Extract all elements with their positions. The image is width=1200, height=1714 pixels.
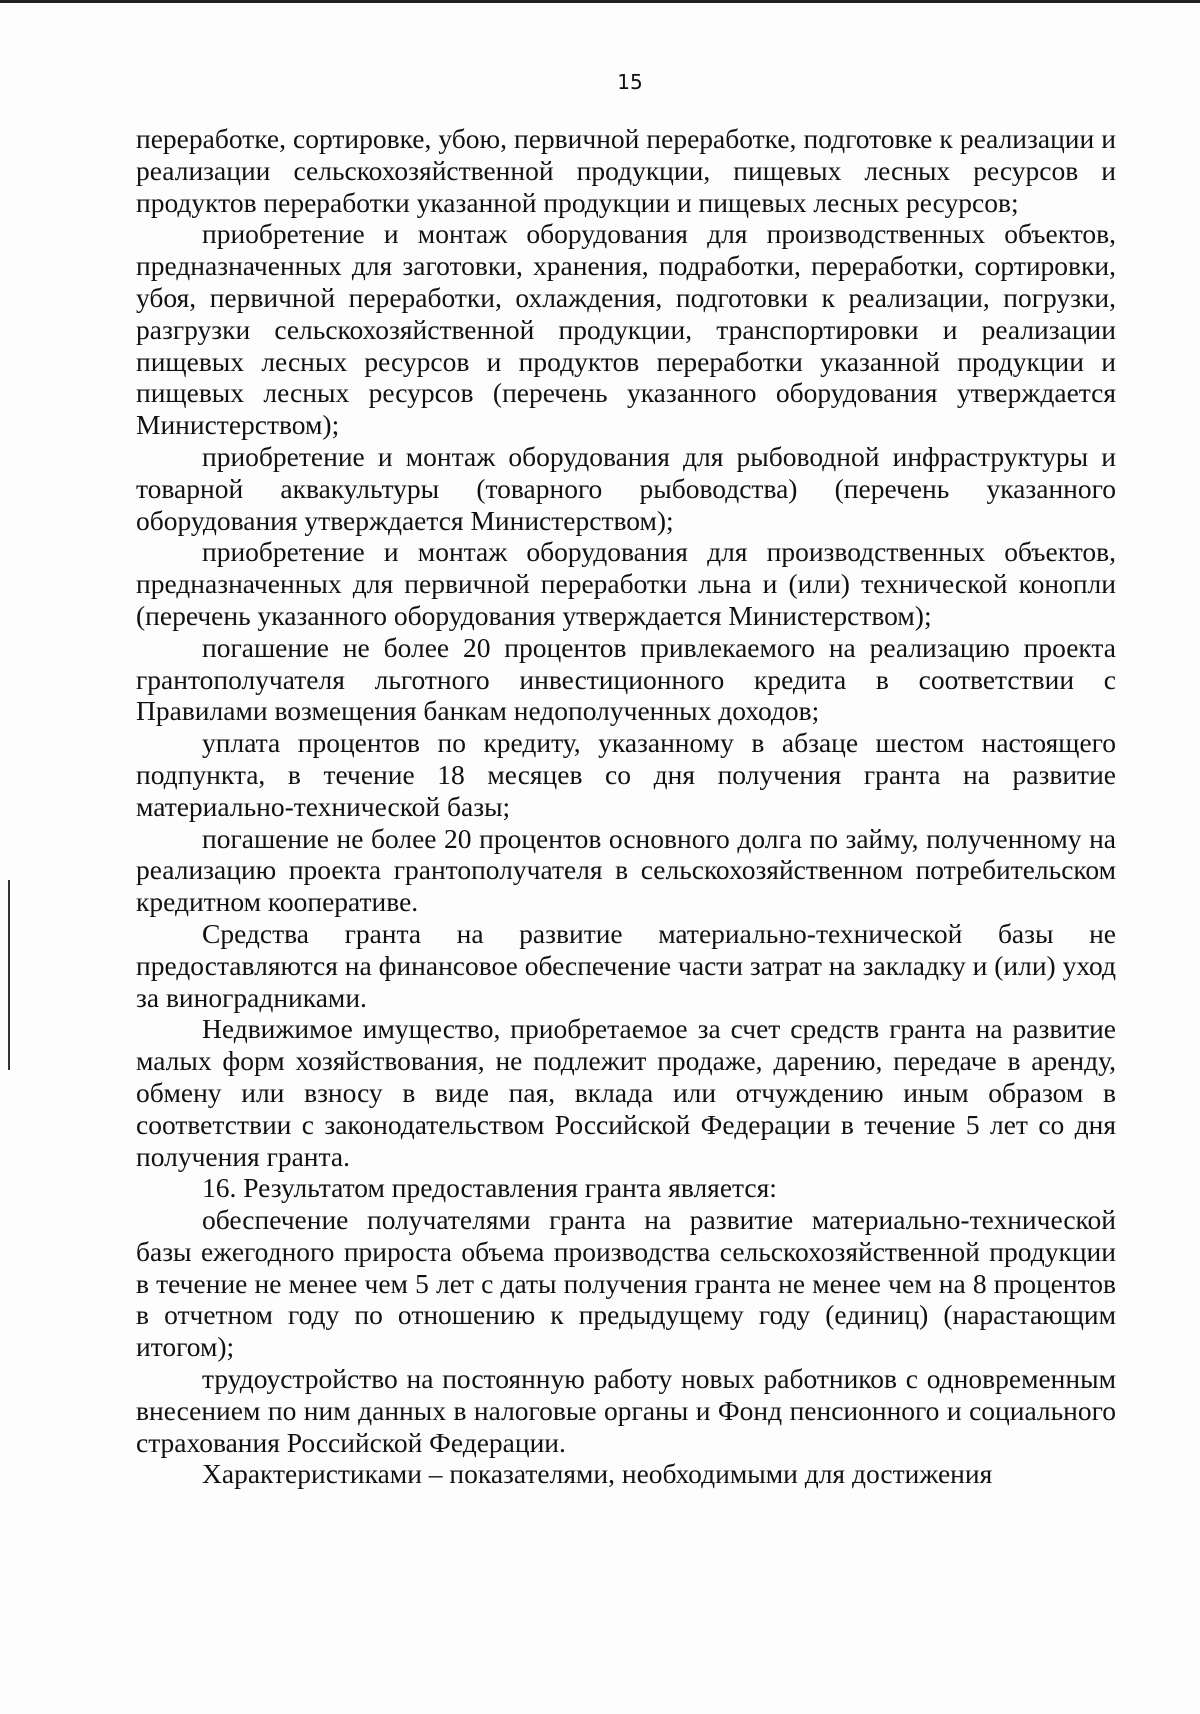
paragraph: погашение не более 20 процентов привлекаемого на реализацию проекта грантополучателя льготного инвестиционного кредита в соответствии с Правилами возмещения банкам недополученных доходов;: [136, 631, 1116, 727]
paragraph: обеспечение получателями гранта на развитие материально-технической базы ежегодного прироста объема производства сельскохозяйственной продукции в течение не менее чем 5 лет с даты получения гранта не менее чем на 8 процентов в отчетном году по отношению к предыдущему году (единиц) (нарастающим итогом);: [136, 1204, 1116, 1363]
paragraph: Недвижимое имущество, приобретаемое за счет средств гранта на развитие малых форм хозяйствования, не подлежит продаже, дарению, передаче в аренду, обмену или взносу в виде пая, вклада или отчуждению иным образом в соответствии с законодательством Российской Федерации в течение 5 лет со дня получения гранта.: [136, 1013, 1116, 1172]
scan-edge-mark: [8, 880, 10, 1070]
document-body: [136, 123, 1116, 1490]
paragraph: Средства гранта на развитие материально-технической базы не предоставляются на финансовое обеспечение части затрат на закладку и (или) уход за виноградниками.: [136, 917, 1116, 1013]
paragraph: приобретение и монтаж оборудования для рыбоводной инфраструктуры и товарной аквакультуры (товарного рыбоводства) (перечень указанного оборудования утверждается Министерством);: [136, 440, 1116, 536]
section-heading-paragraph: 16. Результатом предоставления гранта является:: [202, 1172, 777, 1204]
paragraph: погашение не более 20 процентов основного долга по займу, полученному на реализацию проекта грантополучателя в сельскохозяйственном потребительском кредитном кооперативе.: [136, 822, 1116, 918]
page-top-edge: [0, 0, 1200, 3]
paragraph: трудоустройство на постоянную работу новых работников с одновременным внесением по ним данных в налоговые органы и Фонд пенсионного и социального страхования Российской Федерации.: [136, 1363, 1116, 1458]
paragraph: приобретение и монтаж оборудования для производственных объектов, предназначенных для первичной переработки льна и (или) технической конопли (перечень указанного оборудования утверждается Министерством);: [136, 536, 1116, 631]
paragraph: приобретение и монтаж оборудования для производственных объектов, предназначенных для заготовки, хранения, подработки, переработки, сортировки, убоя, первичной переработки, охлаждения, подготовки к реализации, погрузки, разгрузки сельскохозяйственной продукции, транспортировки и реализации пищевых лесных ресурсов и продуктов переработки указанной продукции и пищевых лесных ресурсов (перечень указанного оборудования утверждается Министерством);: [136, 218, 1116, 441]
paragraph: уплата процентов по кредиту, указанному в абзаце шестом настоящего подпункта, в течение 18 месяцев со дня получения гранта на развитие материально-технической базы;: [136, 727, 1116, 822]
page-number: 15: [617, 70, 643, 94]
paragraph: переработке, сортировке, убою, первичной переработке, подготовке к реализации и реализации сельскохозяйственной продукции, пищевых лесных ресурсов и продуктов переработки указанной продукции и пищевых лесных ресурсов;: [136, 123, 1116, 218]
paragraph: Характеристиками – показателями, необходимыми для достижения: [202, 1458, 993, 1490]
